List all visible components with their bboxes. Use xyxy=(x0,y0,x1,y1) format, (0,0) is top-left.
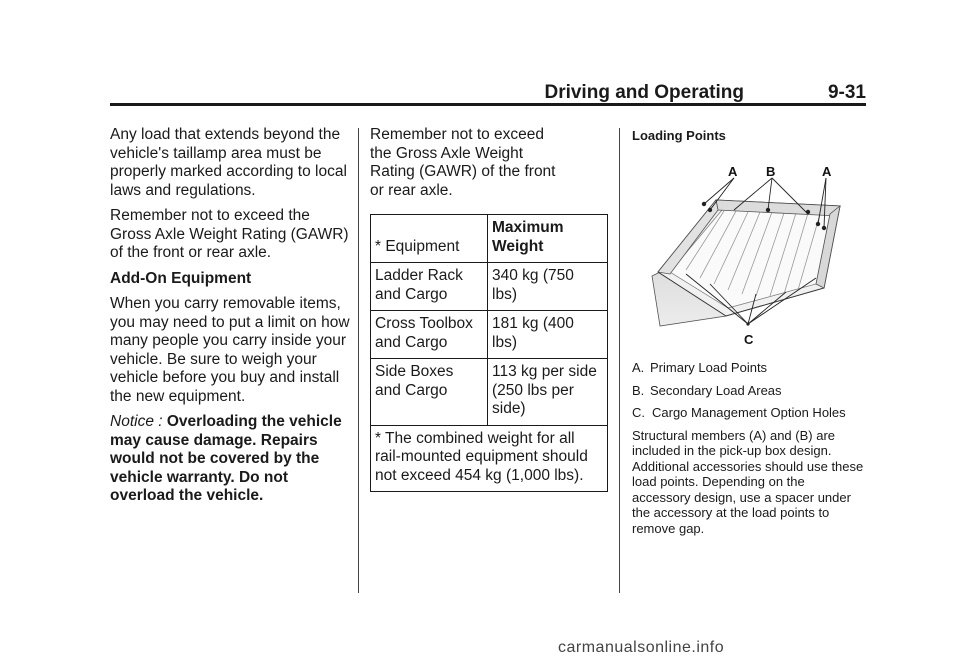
pickup-box-illustration xyxy=(648,166,860,348)
notice xyxy=(110,413,352,506)
paragraph-structural-members: Structural members (A) and (B) are included in the pick-up box design. Additional accessories should use these load points. Depending on the accessory design, use a spacer under the accessory at the load points to remove gap. xyxy=(632,427,864,536)
table-footnote: * The combined weight for all rail-mounted equipment should not exceed 454 kg (1,000 lbs). xyxy=(371,425,608,492)
legend-item: C. Cargo Management Option Holes xyxy=(632,405,846,420)
equipment-cell: Side Boxes and Cargo xyxy=(371,359,488,426)
label-a-left: A xyxy=(728,166,738,179)
label-c: C xyxy=(744,332,754,347)
weight-cell: 340 kg (750 lbs) xyxy=(488,263,608,311)
figure-legend xyxy=(632,360,864,543)
weight-cell: 113 kg per side (250 lbs per side) xyxy=(488,359,608,426)
column-divider-1 xyxy=(358,128,359,593)
notice-label: Notice : xyxy=(110,413,163,430)
page-header xyxy=(110,82,866,104)
legend-item: B. Secondary Load Areas xyxy=(632,382,782,398)
table-header-row xyxy=(371,215,608,263)
paragraph-gawr: Remember not to exceed the Gross Axle Weight Rating (GAWR) of the front or rear axle. xyxy=(110,207,349,261)
equipment-cell: Cross Toolbox and Cargo xyxy=(371,311,488,359)
column-divider-2 xyxy=(619,128,620,593)
heading-add-on-equipment: Add-On Equipment xyxy=(110,269,252,287)
section-title: Driving and Operating xyxy=(544,82,744,103)
header-weight: Maximum Weight xyxy=(488,215,608,263)
label-a-right: A xyxy=(822,166,832,179)
label-b: B xyxy=(766,166,776,179)
table-row xyxy=(371,359,608,426)
table-footnote-row xyxy=(371,425,608,492)
loading-points-figure xyxy=(648,166,860,348)
header-equipment: * Equipment xyxy=(371,215,488,263)
legend-item: A. Primary Load Points xyxy=(632,360,768,375)
notice-text: Overloading the vehicle may cause damage. Repairs would not be covered by the vehicle warranty. Do not overload the vehicle. xyxy=(110,413,342,504)
watermark: carmanualsonline.info xyxy=(558,639,725,656)
header-rule xyxy=(110,103,866,106)
figure-title: Loading Points xyxy=(632,128,726,143)
table-row xyxy=(371,263,608,311)
equipment-weight-table xyxy=(370,214,608,492)
weight-cell: 181 kg (400 lbs) xyxy=(488,311,608,359)
column-2 xyxy=(370,126,615,492)
column-1 xyxy=(110,126,352,513)
column-3 xyxy=(632,128,864,152)
paragraph-gawr-2: Remember not to exceed the Gross Axle Weight Rating (GAWR) of the front or rear axle. xyxy=(370,126,556,199)
paragraph-add-on: When you carry removable items, you may need to put a limit on how many people you carry inside your vehicle. Be sure to weigh your vehicle before you buy and install the new equipment. xyxy=(110,295,350,405)
page-number: 9-31 xyxy=(827,82,866,103)
paragraph-load-marking: Any load that extends beyond the vehicle's taillamp area must be properly marked according to local laws and regulations. xyxy=(110,126,347,199)
equipment-cell: Ladder Rack and Cargo xyxy=(371,263,488,311)
table-row xyxy=(371,311,608,359)
